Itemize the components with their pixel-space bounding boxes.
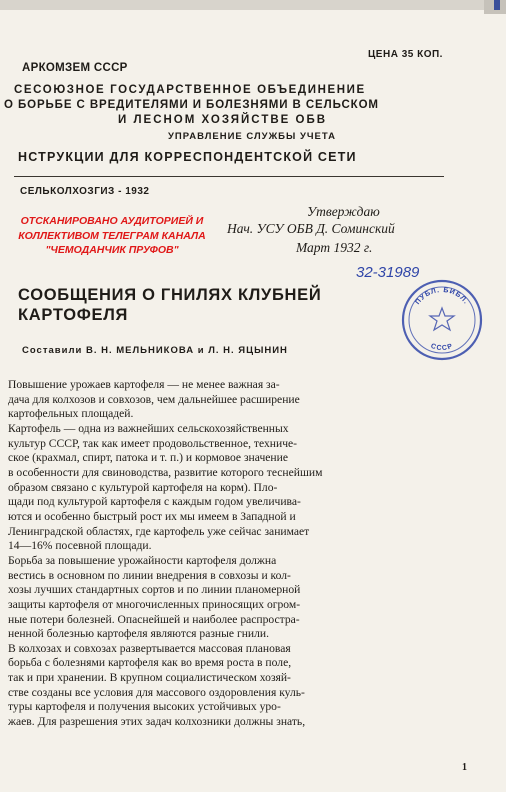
shelf-mark: 32-31989 — [356, 264, 420, 281]
body-line: жаев. Для разрешения этих задач колхозники должны знать, — [8, 715, 306, 729]
body-text — [8, 378, 458, 730]
body-line: культур СССР, так как имеет продовольственное, техниче- — [8, 436, 298, 450]
body-line: вестись в основном по линии внедрения в совхозы и кол- — [8, 568, 291, 582]
svg-text:СССР — [430, 343, 455, 352]
body-line: борьба с болезнями картофеля как во время роста в поле, — [8, 656, 292, 670]
header-rule — [14, 176, 444, 177]
heading-line-1: СЕСОЮЗНОЕ ГОСУДАРСТВЕННОЕ ОБЪЕДИНЕНИЕ — [14, 84, 366, 96]
approval-line-1: Утверждаю — [307, 204, 380, 219]
body-line: дача для колхозов и совхозов, чем дальнейшее расширение — [8, 392, 300, 406]
price-label: ЦЕНА 35 КОП. — [368, 49, 443, 60]
body-line: образом связано с культурой картофеля на корм). Пло- — [8, 480, 278, 494]
body-line: Повышение урожаев картофеля — не менее важная за- — [8, 378, 280, 391]
library-stamp-icon — [400, 278, 484, 362]
body-line: стве созданы все условия для массового оздоровления куль- — [8, 685, 305, 699]
approval-line-2: Нач. УСУ ОБВ Д. Соминский — [227, 221, 395, 236]
body-line: так и при хранении. В крупном социалистическом хозяй- — [8, 671, 291, 685]
body-line: В колхозах и совхозах развертывается массовая плановая — [8, 641, 291, 655]
title-line-1: СООБЩЕНИЯ О ГНИЛЯХ КЛУБНЕЙ — [18, 286, 322, 304]
body-line: в особенности для свиноводства, развитие которого теснейшим — [8, 465, 323, 479]
authors: Составили В. Н. МЕЛЬНИКОВА и Л. Н. ЯЦЫНИН — [22, 345, 288, 356]
watermark-line-3: "ЧЕМОДАНЧИК ПРУФОВ" — [45, 244, 179, 256]
body-line: щади под культурой картофеля с каждым годом увеличива- — [8, 495, 301, 509]
body-line: ское (крахмал, спирт, патока и т. п.) и кормовое значение — [8, 451, 288, 465]
heading-line-3: И ЛЕСНОМ ХОЗЯЙСТВЕ ОБВ — [118, 114, 328, 126]
page-number: 1 — [462, 762, 467, 773]
body-line: ются и особенно быстрый рост их мы имеем в Западной и — [8, 509, 296, 523]
stamp-text-bottom: СССР — [429, 342, 455, 353]
body-line: хозы лучших стандартных сортов и по линии планомерной — [8, 583, 301, 597]
publisher: СЕЛЬКОЛХОЗГИЗ - 1932 — [20, 186, 150, 197]
scan-edge — [0, 0, 506, 10]
body-line: Ленинградской областях, где картофель уже сейчас занимает — [8, 524, 310, 538]
approval-line-3: Март 1932 г. — [296, 240, 373, 255]
series-title: НСТРУКЦИИ ДЛЯ КОРРЕСПОНДЕНТСКОЙ СЕТИ — [18, 150, 357, 164]
body-line: защиты картофеля от многочисленных приносящих огром- — [8, 597, 301, 611]
department: УПРАВЛЕНИЕ СЛУЖБЫ УЧЕТА — [168, 131, 336, 142]
watermark-line-2: КОЛЛЕКТИВОМ ТЕЛЕГРАМ КАНАЛА — [18, 229, 206, 242]
body-line: Борьба за повышение урожайности картофеля должна — [8, 553, 277, 567]
body-line: ненной болезнью картофеля являются разные гнили. — [8, 627, 270, 641]
scan-corner-mark — [494, 0, 500, 10]
scan-watermark — [6, 214, 218, 258]
body-line: туры картофеля и получения высоких устойчивых уро- — [8, 700, 281, 714]
org-short: АРКОМЗЕМ СССР — [22, 62, 128, 74]
watermark-line-1: ОТСКАНИРОВАНО АУДИТОРИЕЙ И — [20, 215, 204, 227]
title-line-2: КАРТОФЕЛЯ — [18, 306, 129, 324]
article-title — [18, 285, 321, 325]
body-line: картофельных площадей. — [8, 407, 134, 421]
body-line: Картофель — одна из важнейших сельскохозяйственных — [8, 421, 289, 435]
stamp-text-top: ПУБЛ. БИБЛ. — [414, 286, 470, 307]
heading-line-2: О БОРЬБЕ С ВРЕДИТЕЛЯМИ И БОЛЕЗНЯМИ В СЕЛЬСКОМ — [4, 99, 379, 111]
svg-text:ПУБЛ. БИБЛ. — [414, 287, 469, 306]
body-line: ные потери болезней. Опаснейшей и наиболее распростра- — [8, 612, 300, 626]
body-line: 14—16% посевной площади. — [8, 539, 152, 553]
